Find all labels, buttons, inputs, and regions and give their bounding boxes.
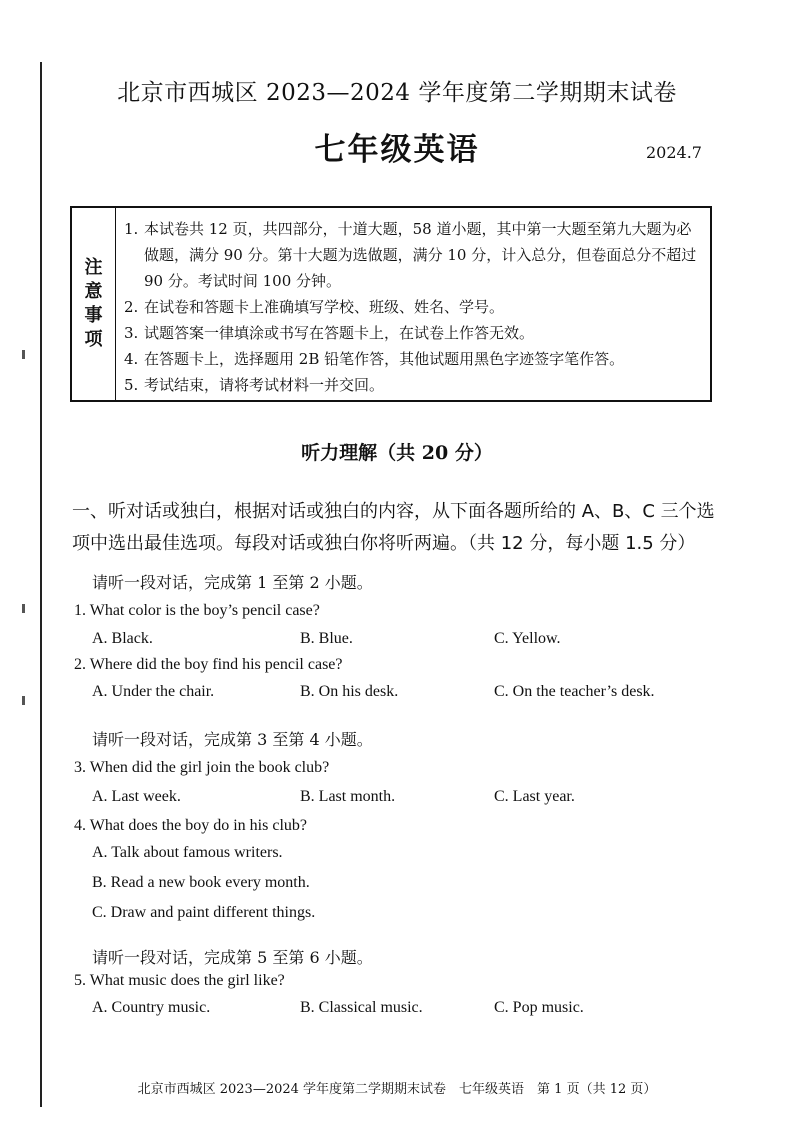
question-stem: 5. What music does the girl like? — [74, 972, 285, 989]
question-option: A. Country music. — [92, 999, 211, 1016]
binding-margin-line — [40, 62, 42, 1107]
exam-subject: 七年级英语 — [314, 132, 480, 168]
exam-title: 北京市西城区 2023—2024 学年度第二学期期末试卷 — [117, 80, 677, 106]
listen-prompt: 请听一段对话，完成第 5 至第 6 小题。 — [92, 948, 373, 967]
part-instruction: 一、听对话或独白，根据对话或独白的内容，从下面各题所给的 A、B、C 三个选项中选出最佳选项。每段对话或独白你将听两遍。（共 12 分，每小题 1.5 分） — [72, 501, 715, 554]
edge-mark — [22, 350, 25, 359]
notice-label — [72, 208, 116, 400]
question-option: C. On the teacher’s desk. — [494, 683, 655, 700]
question-option: C. Last year. — [494, 788, 575, 805]
question-option: A. Last week. — [92, 788, 181, 805]
question-option: A. Black. — [92, 630, 153, 647]
edge-mark — [22, 696, 25, 705]
section-heading: 听力理解（共 20 分） — [301, 442, 493, 464]
exam-date: 2024.7 — [646, 143, 702, 162]
listen-prompt: 请听一段对话，完成第 3 至第 4 小题。 — [92, 730, 373, 749]
notice-label-char: 项 — [84, 329, 103, 350]
question-option: B. Blue. — [300, 630, 353, 647]
question-stem: 4. What does the boy do in his club? — [74, 817, 307, 834]
question-stem: 2. Where did the boy find his pencil case? — [74, 656, 343, 673]
notice-label-char: 注 — [84, 257, 103, 278]
question-option: B. On his desk. — [300, 683, 399, 700]
question-stem: 1. What color is the boy’s pencil case? — [74, 602, 320, 619]
notice-item-number: 3. — [124, 324, 139, 342]
notice-item — [124, 216, 700, 294]
question-option: C. Pop music. — [494, 999, 584, 1016]
notice-item-number: 1. — [124, 220, 139, 238]
notice-item — [124, 346, 700, 372]
notice-item-number: 4. — [124, 350, 139, 368]
notice-box — [70, 206, 712, 402]
notice-item-number: 5. — [124, 376, 139, 394]
question-option: B. Read a new book every month. — [92, 874, 310, 891]
notice-label-char: 事 — [84, 305, 103, 326]
question-option: C. Draw and paint different things. — [92, 904, 316, 921]
notice-item-text: 本试卷共 12 页，共四部分，十道大题，58 道小题，其中第一大题至第九大题为必做题，满分 90 分。第十大题为选做题，满分 10 分，计入总分，但卷面总分不超过 90 分。考试时间 100 分钟。 — [144, 220, 697, 290]
notice-item — [124, 372, 700, 398]
question-option: C. Yellow. — [494, 630, 561, 647]
notice-item-text: 在答题卡上，选择题用 2B 铅笔作答，其他试题用黑色字迹签字笔作答。 — [144, 350, 625, 368]
edge-mark — [22, 604, 25, 613]
question-option: A. Under the chair. — [92, 683, 215, 700]
notice-item-text: 考试结束，请将考试材料一并交回。 — [144, 376, 385, 394]
page-footer: 北京市西城区 2023—2024 学年度第二学期期末试卷 七年级英语 第 1 页（共 12 页） — [137, 1082, 657, 1097]
question-option: A. Talk about famous writers. — [92, 844, 283, 861]
notice-item-text: 试题答案一律填涂或书写在答题卡上，在试卷上作答无效。 — [144, 324, 535, 342]
question-stem: 3. When did the girl join the book club? — [74, 759, 330, 776]
notice-item-number: 2. — [124, 298, 139, 316]
notice-item — [124, 294, 700, 320]
notice-item — [124, 320, 700, 346]
notice-label-char: 意 — [84, 281, 103, 302]
notice-items — [124, 216, 700, 398]
listen-prompt: 请听一段对话，完成第 1 至第 2 小题。 — [92, 573, 373, 592]
question-option: B. Last month. — [300, 788, 396, 805]
notice-item-text: 在试卷和答题卡上准确填写学校、班级、姓名、学号。 — [144, 298, 505, 316]
question-option: B. Classical music. — [300, 999, 423, 1016]
